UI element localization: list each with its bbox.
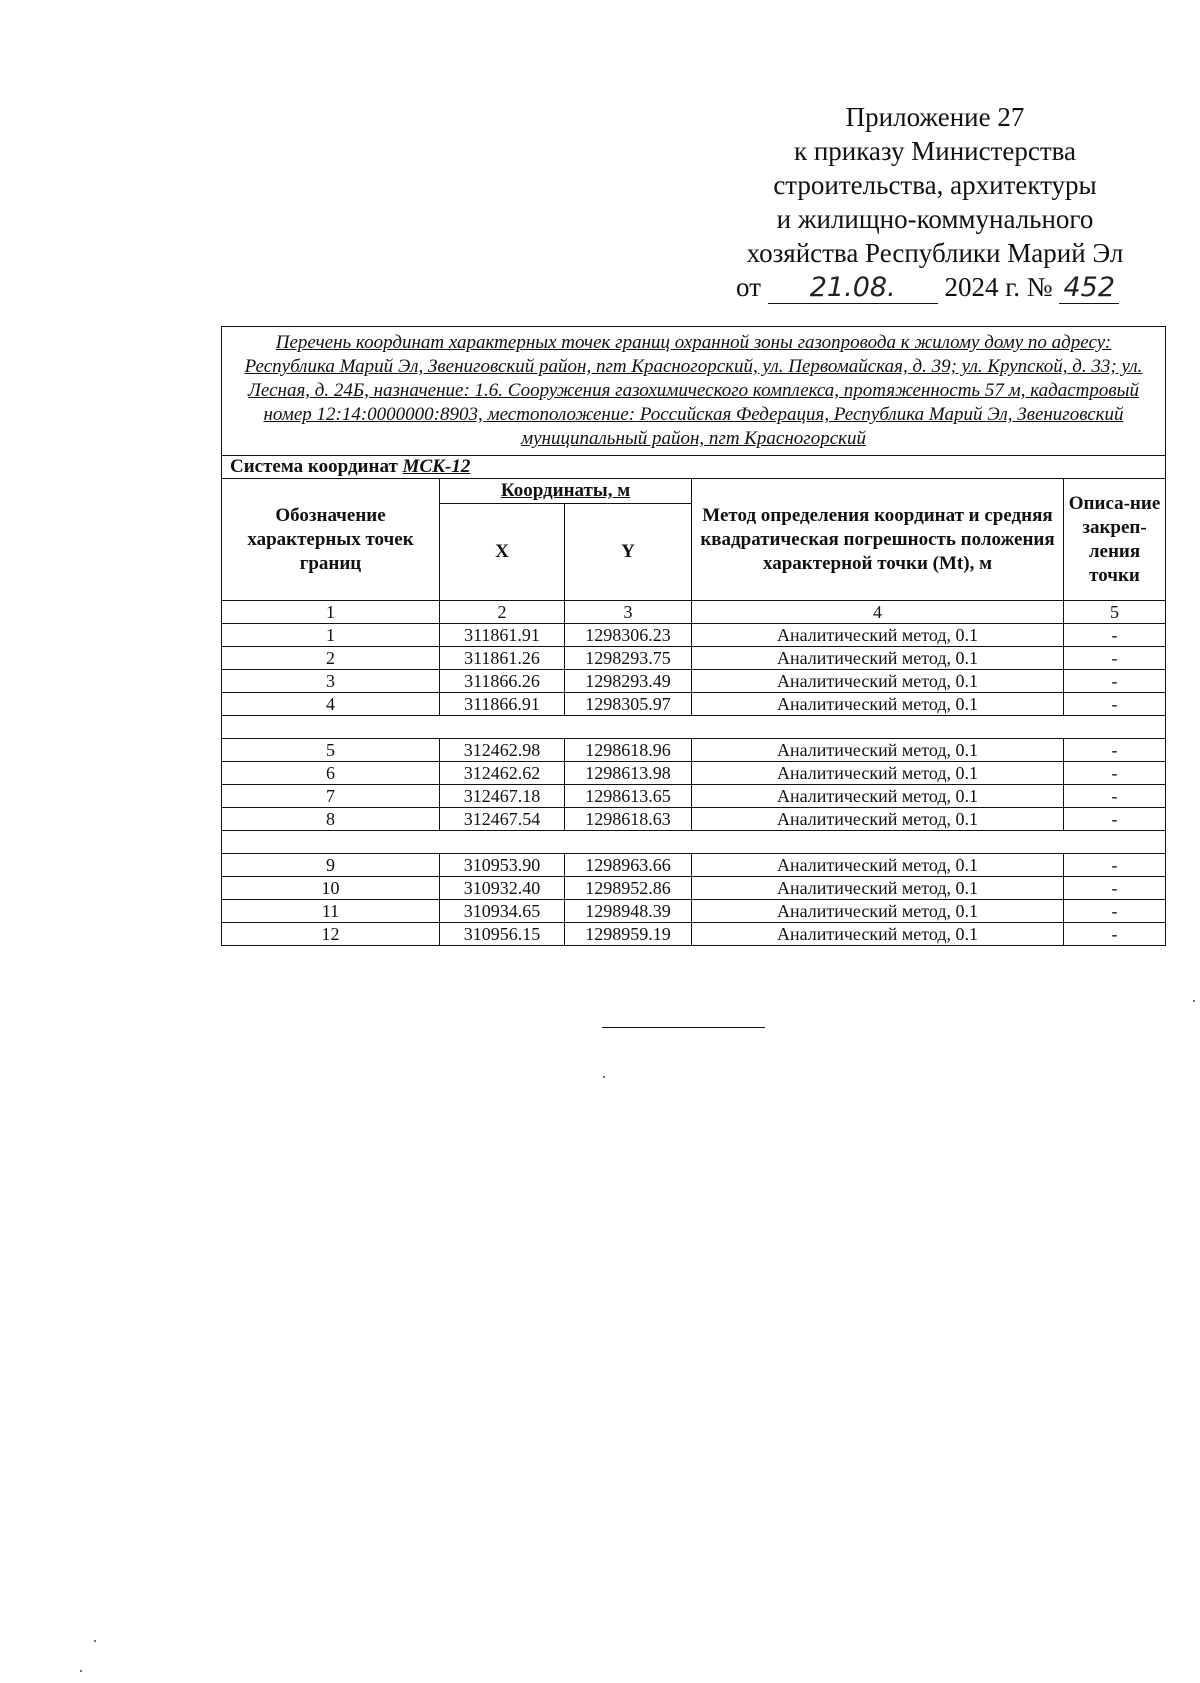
- cell-y: 1298305.97: [565, 693, 692, 716]
- header-x: X: [440, 504, 565, 601]
- table-row: [222, 785, 1166, 808]
- cell-x: 312467.18: [440, 785, 565, 808]
- group-separator: [222, 831, 1166, 854]
- header-method: Метод определения координат и средняя квадратическая погрешность положения характерной точки (Mt), м: [692, 479, 1064, 601]
- cell-y: 1298293.75: [565, 647, 692, 670]
- cell-description: -: [1064, 624, 1166, 647]
- coordinate-system-label: Система координат: [230, 456, 398, 477]
- cell-y: 1298948.39: [565, 900, 692, 923]
- cell-point: 7: [222, 785, 440, 808]
- table-row: [222, 693, 1166, 716]
- cell-y: 1298618.63: [565, 808, 692, 831]
- table-row: [222, 900, 1166, 923]
- order-date-line: [700, 270, 1170, 304]
- header-y: Y: [565, 504, 692, 601]
- cell-x: 310934.65: [440, 900, 565, 923]
- cell-x: 310932.40: [440, 877, 565, 900]
- coordinate-system-row: [222, 456, 1166, 479]
- cell-method: Аналитический метод, 0.1: [692, 739, 1064, 762]
- column-number: 3: [565, 601, 692, 624]
- cell-x: 311861.26: [440, 647, 565, 670]
- cell-method: Аналитический метод, 0.1: [692, 900, 1064, 923]
- cell-method: Аналитический метод, 0.1: [692, 693, 1064, 716]
- cell-method: Аналитический метод, 0.1: [692, 762, 1064, 785]
- cell-point: 2: [222, 647, 440, 670]
- header-description: Описа-ние закреп-ления точки: [1064, 479, 1166, 601]
- coordinate-system-name: МСК-12: [402, 456, 471, 477]
- cell-x: 310953.90: [440, 854, 565, 877]
- table-row: [222, 670, 1166, 693]
- annex-line: хозяйства Республики Марий Эл: [746, 238, 1124, 268]
- cell-y: 1298959.19: [565, 923, 692, 946]
- cell-method: Аналитический метод, 0.1: [692, 877, 1064, 900]
- cell-y: 1298306.23: [565, 624, 692, 647]
- cell-description: -: [1064, 739, 1166, 762]
- cell-description: -: [1064, 693, 1166, 716]
- handwritten-date: 21.08.: [768, 273, 938, 304]
- group-separator-row: [222, 716, 1166, 739]
- cell-method: Аналитический метод, 0.1: [692, 647, 1064, 670]
- table-row: [222, 808, 1166, 831]
- table-row: [222, 647, 1166, 670]
- cell-description: -: [1064, 647, 1166, 670]
- scan-speck: [603, 1076, 605, 1078]
- cell-y: 1298952.86: [565, 877, 692, 900]
- cell-description: -: [1064, 900, 1166, 923]
- table-row: [222, 624, 1166, 647]
- table-row: [222, 854, 1166, 877]
- cell-x: 310956.15: [440, 923, 565, 946]
- cell-method: Аналитический метод, 0.1: [692, 785, 1064, 808]
- cell-point: 8: [222, 808, 440, 831]
- cell-point: 9: [222, 854, 440, 877]
- cell-point: 3: [222, 670, 440, 693]
- cell-method: Аналитический метод, 0.1: [692, 624, 1064, 647]
- cell-y: 1298618.96: [565, 739, 692, 762]
- cell-method: Аналитический метод, 0.1: [692, 808, 1064, 831]
- table-row: [222, 923, 1166, 946]
- cell-point: 12: [222, 923, 440, 946]
- column-number: 5: [1064, 601, 1166, 624]
- cell-description: -: [1064, 923, 1166, 946]
- column-number: 2: [440, 601, 565, 624]
- annex-line: строительства, архитектуры: [773, 170, 1097, 200]
- table-caption: Перечень координат характерных точек границ охранной зоны газопровода к жилому дому по адресу: Республика Марий Эл, Звениговский район, пгт Красногорский, ул. Первомайская, д. 39; ул. Крупской, д. 33; ул. Лесная, д. 24Б, назначение: 1.6. Сооружения газохимического комплекса, протяженность 57 м, кадастровый номер 12:14:0000000:8903, местоположение: Российская Федерация, Республика Марий Эл, Звениговский муниципальный район, пгт Красногорский: [222, 327, 1166, 456]
- cell-point: 4: [222, 693, 440, 716]
- cell-point: 5: [222, 739, 440, 762]
- header-designation: Обозначение характерных точек границ: [222, 479, 440, 601]
- cell-description: -: [1064, 762, 1166, 785]
- cell-method: Аналитический метод, 0.1: [692, 923, 1064, 946]
- coordinate-system: [222, 456, 1166, 479]
- header-row: [222, 479, 1166, 504]
- cell-method: Аналитический метод, 0.1: [692, 854, 1064, 877]
- annex-line: и жилищно-коммунального: [776, 204, 1094, 234]
- coordinates-table: [221, 326, 1166, 946]
- cell-description: -: [1064, 854, 1166, 877]
- table-row: [222, 877, 1166, 900]
- column-number: 1: [222, 601, 440, 624]
- cell-description: -: [1064, 785, 1166, 808]
- cell-x: 311861.91: [440, 624, 565, 647]
- order-year: 2024 г. №: [944, 272, 1053, 302]
- column-numbers-row: [222, 601, 1166, 624]
- cell-point: 10: [222, 877, 440, 900]
- cell-point: 1: [222, 624, 440, 647]
- group-separator-row: [222, 831, 1166, 854]
- cell-x: 311866.26: [440, 670, 565, 693]
- end-rule: [602, 1027, 765, 1028]
- cell-method: Аналитический метод, 0.1: [692, 670, 1064, 693]
- scan-speck: [80, 1670, 82, 1672]
- cell-description: -: [1064, 808, 1166, 831]
- scan-speck: [94, 1640, 96, 1642]
- cell-description: -: [1064, 877, 1166, 900]
- date-prefix: от: [736, 272, 761, 302]
- annex-line: к приказу Министерства: [793, 136, 1077, 166]
- cell-y: 1298963.66: [565, 854, 692, 877]
- table-row: [222, 762, 1166, 785]
- table-row: [222, 739, 1166, 762]
- cell-y: 1298613.65: [565, 785, 692, 808]
- annex-line: Приложение 27: [845, 102, 1025, 132]
- cell-x: 311866.91: [440, 693, 565, 716]
- annex-header: [700, 100, 1170, 304]
- cell-y: 1298293.49: [565, 670, 692, 693]
- cell-description: -: [1064, 670, 1166, 693]
- cell-x: 312462.62: [440, 762, 565, 785]
- cell-x: 312462.98: [440, 739, 565, 762]
- scan-speck: [1193, 1000, 1195, 1002]
- cell-point: 11: [222, 900, 440, 923]
- group-separator: [222, 716, 1166, 739]
- table-caption-row: [222, 327, 1166, 456]
- cell-x: 312467.54: [440, 808, 565, 831]
- cell-point: 6: [222, 762, 440, 785]
- column-number: 4: [692, 601, 1064, 624]
- header-coordinates: Координаты, м: [440, 479, 692, 504]
- handwritten-order-number: 452: [1059, 273, 1119, 304]
- cell-y: 1298613.98: [565, 762, 692, 785]
